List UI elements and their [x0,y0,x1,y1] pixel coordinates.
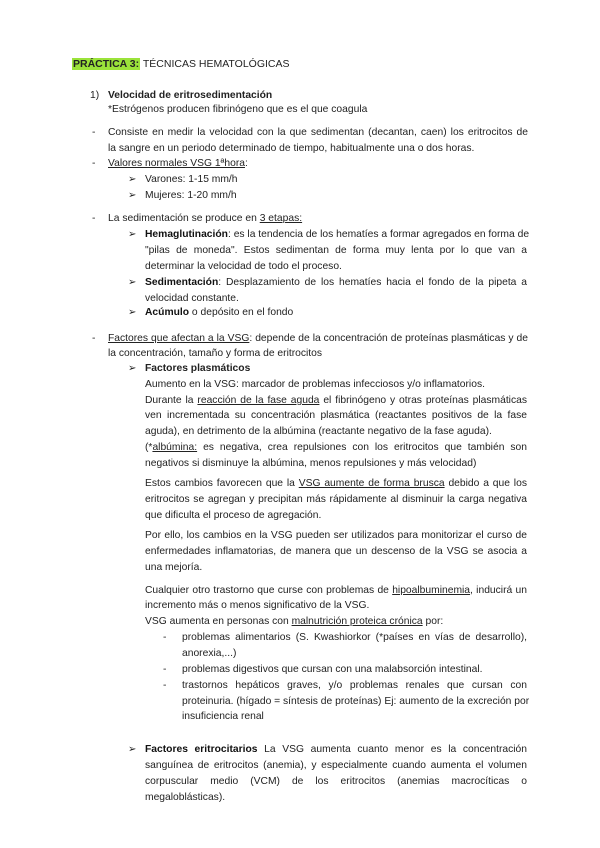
stage-1-line3: determinar la velocidad de todo el proceso. [145,261,342,272]
cause-1-line2: anorexia,...) [182,648,237,659]
plasma-d2: incremento más o menos significativo de la VSG. [145,600,370,611]
ery-factors-line3: corpuscular medio (VCM) de los eritrocitos (anemias macrocíticas o [145,776,527,787]
plasma-factors-heading: Factores plasmáticos [145,363,251,374]
stage-3: Acúmulo o depósito en el fondo [145,307,294,318]
plasma-c2: enfermedades inflamatorias, de manera que un descenso de la VSG se asocia a [145,546,527,557]
dash-bullet: - [92,158,96,169]
plasma-a1: Aumento en la VSG: marcador de problemas infecciosos y/o inflamatorios. [145,379,485,390]
stages-intro: La sedimentación se produce en 3 etapas: [108,213,303,224]
plasma-a2: Durante la reacción de la fase aguda el fibrinógeno y otras proteínas plasmáticas [145,395,527,406]
plasma-c1: Por ello, los cambios en la VSG pueden ser utilizados para monitorizar el curso de [145,530,527,541]
cause-1-line1: problemas alimentarios (S. Kwashiorkor (*países en vías de desarrollo), [182,632,527,643]
arrow-bullet-icon: ➢ [128,744,137,755]
stage-1-line1: Hemaglutinación: es la tendencia de los hematíes a formar agregados en forma de [145,229,530,240]
cause-2: problemas digestivos que cursan con una malabsorción intestinal. [182,664,483,675]
page-title [72,58,290,71]
section-number: 1) [90,90,100,101]
value-men: Varones: 1-15 mm/h [145,174,238,185]
cause-3-line1: trastornos hepáticos graves, y/o problemas renales que cursan con [182,680,527,691]
value-women: Mujeres: 1-20 mm/h [145,190,237,201]
dash-bullet: - [92,213,96,224]
arrow-bullet-icon: ➢ [128,307,137,318]
dash-bullet: - [163,632,167,643]
arrow-bullet-icon: ➢ [128,363,137,374]
cause-3-line2: proteinuria. (hígado = síntesis de proteínas) Ej: aumento de la excreción por [182,696,530,707]
dash-bullet: - [163,680,167,691]
stage-2-line1: Sedimentación: Desplazamiento de los hematíes hacia el fondo de la pipeta a [145,277,527,288]
plasma-b3: que dificulta el proceso de agregación. [145,510,322,521]
plasma-a4: aguda), en detrimento de la albúmina (reactante negativo de la fase aguda). [145,426,492,437]
normal-values: Valores normales VSG 1ªhora: [108,158,248,169]
ery-factors-line2: sanguínea de eritrocitos (anemia), y especialmente cuando aumenta el volumen [145,760,527,771]
ery-factors-line4: megaloblásticas). [145,792,226,803]
plasma-b1: Estos cambios favorecen que la VSG aumente de forma brusca debido a que los [145,478,527,489]
dash-bullet: - [92,127,96,138]
factors-line2: la concentración, tamaño y forma de eritrocitos [108,348,323,359]
arrow-bullet-icon: ➢ [128,190,137,201]
plasma-a5: (*albúmina: es negativa, crea repulsiones con los eritrocitos que también son [145,442,527,453]
section-heading: Velocidad de eritrosedimentación [108,90,273,101]
section-note: *Estrógenos producen fibrinógeno que es el que coagula [108,104,368,115]
plasma-a3: ven incrementada su concentración plasmática (reactantes positivos de la fase [145,410,527,421]
plasma-d3: VSG aumenta en personas con malnutrición proteica crónica por: [145,616,444,627]
arrow-bullet-icon: ➢ [128,229,137,240]
title-text: TÉCNICAS HEMATOLÓGICAS [142,58,290,70]
stage-1-line2: "pilas de moneda". Estos sedimentan de forma muy lenta por lo que van a [145,245,527,256]
plasma-a6: negativos si disminuye la albúmina, menos repulsiones y más velocidad) [145,458,477,469]
p1-line1: Consiste en medir la velocidad con la que sedimentan (decantan, caen) los eritrocitos de [108,127,528,138]
dash-bullet: - [92,333,96,344]
p1-line2: la sangre en un periodo determinado de tiempo, habitualmente una o dos horas. [108,143,475,154]
title-label: PRÁCTICA 3: [73,58,140,70]
plasma-c3: una mejoría. [145,562,203,573]
dash-bullet: - [163,664,167,675]
cause-3-line3: insuficiencia renal [182,711,264,722]
plasma-d1: Cualquier otro trastorno que curse con problemas de hipoalbuminemia, inducirá un [145,585,527,596]
arrow-bullet-icon: ➢ [128,277,137,288]
stage-2-line2: velocidad constante. [145,293,239,304]
factors-line1: Factores que afectan a la VSG: depende de la concentración de proteínas plasmáticas y de [108,333,529,344]
plasma-b2: eritrocitos se agregan y precipitan más rápidamente al disminuir la carga negativa [145,494,527,505]
arrow-bullet-icon: ➢ [128,174,137,185]
ery-factors-line1: Factores eritrocitarios La VSG aumenta cuanto menor es la concentración [145,744,527,755]
